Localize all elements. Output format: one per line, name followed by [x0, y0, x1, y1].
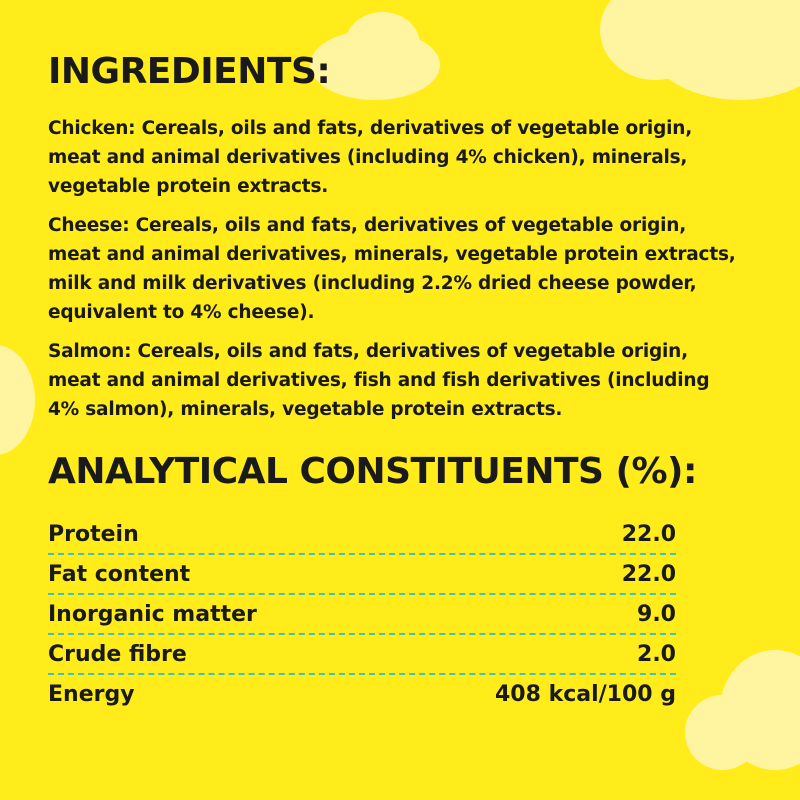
content-panel	[48, 52, 738, 713]
constituent-value: 408 kcal/100 g	[494, 682, 676, 708]
ingredients-list	[48, 114, 738, 424]
constituents-table	[48, 515, 676, 713]
constituent-label: Inorganic matter	[48, 602, 257, 628]
constituent-row-fat	[48, 555, 676, 595]
ingredient-paragraph-cheese: Cheese: Cereals, oils and fats, derivatives of vegetable origin, meat and animal derivatives, minerals, vegetable protein extracts, milk and milk derivatives (including 2.2% dried cheese powder, equivalent to 4% cheese).	[48, 214, 736, 323]
constituent-row-inorganic	[48, 595, 676, 635]
analytical-constituents-heading: ANALYTICAL CONSTITUENTS (%):	[48, 450, 697, 492]
ingredient-paragraph-salmon: Salmon: Cereals, oils and fats, derivatives of vegetable origin, meat and animal derivatives, fish and fish derivatives (including 4% salmon), minerals, vegetable protein extracts.	[48, 340, 710, 420]
ingredient-paragraph-chicken: Chicken: Cereals, oils and fats, derivatives of vegetable origin, meat and animal derivatives (including 4% chicken), minerals, vegetable protein extracts.	[48, 117, 693, 197]
constituent-value: 9.0	[637, 602, 676, 628]
constituent-row-fibre	[48, 635, 676, 675]
constituent-label: Protein	[48, 522, 139, 548]
ingredients-heading: INGREDIENTS:	[48, 51, 331, 92]
constituent-value: 22.0	[621, 562, 676, 588]
constituent-label: Fat content	[48, 562, 191, 588]
constituent-row-energy	[48, 675, 676, 713]
constituent-label: Energy	[48, 682, 135, 708]
constituent-value: 2.0	[637, 642, 676, 668]
constituent-label: Crude fibre	[48, 642, 187, 668]
constituent-row-protein	[48, 515, 676, 555]
constituent-value: 22.0	[621, 522, 676, 548]
cloud-left-middle	[0, 345, 35, 455]
